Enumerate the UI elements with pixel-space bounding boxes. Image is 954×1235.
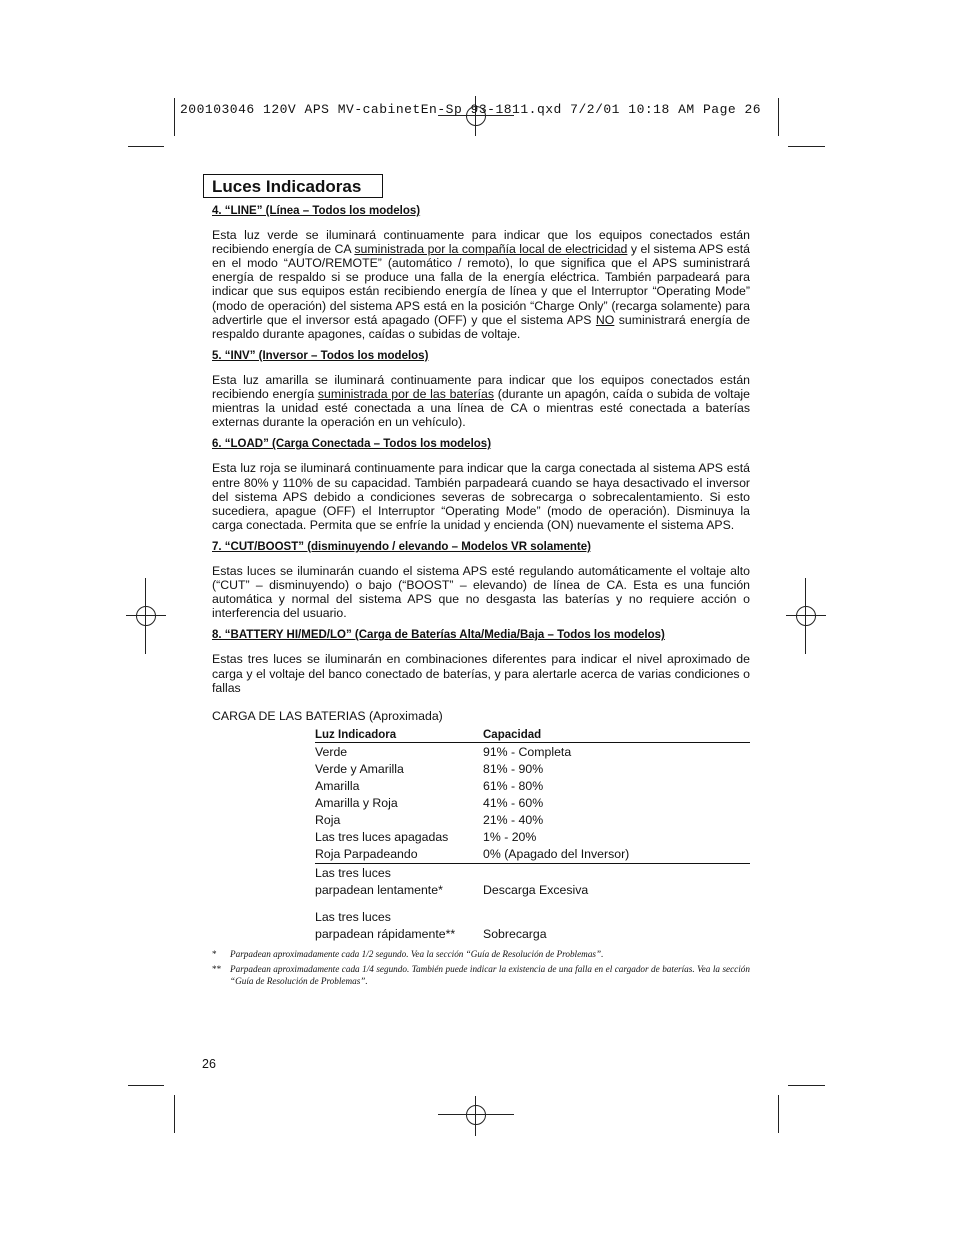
- paragraph-cut-boost: Estas luces se iluminarán cuando el sistema APS esté regulando automáticamente el voltaje alto (“CUT” – disminuyendo) o bajo (“BOOST” – elevando) de línea de CA. Esta es una función automática y normal del sistema APS que no desgasta las baterías y no requiere acción o interferencia del usuario.: [212, 563, 750, 621]
- table-row: Las tres luces parpadean rápidamente** Sobrecarga: [315, 909, 547, 941]
- table-header: Luz Indicadora: [315, 726, 483, 743]
- paragraph-line: Esta luz verde se iluminará continuamente para indicar que los equipos conectados están recibiendo energía de CA suministrada por la compañía local de electricidad y el sistema APS está en el modo “AUTO/REMOTE” (automático / remoto), lo que significa que el APS suministrará energía de respaldo si se produce una falla de la energía eléctrica. También parpadeará para indicar que sus equipos están recibiendo energía de línea y que el Interruptor “Operating Mode” (modo de operación) del sistema APS está en la posición “Charge Only” (recarga solamente) para advertirle que el inversor está apagado (OFF) y que el sistema APS NO suministrará energía de respaldo durante apagones, caídas o subidas de voltaje.: [212, 228, 750, 341]
- table-row: Las tres luces parpadean lentamente* Descarga Excesiva: [315, 865, 589, 897]
- section-title-box: [203, 174, 383, 198]
- registration-mark-bottom: [438, 1096, 514, 1136]
- section-title: Luces Indicadoras: [212, 177, 362, 196]
- crop-mark: [128, 1085, 164, 1086]
- print-slug: 200103046 120V APS MV-cabinetEn-Sp 93-1811.qxd 7/2/01 10:18 AM Page 26: [180, 102, 762, 117]
- paragraph-battery: Estas tres luces se iluminarán en combinaciones diferentes para indicar el nivel aproximado de carga y el voltaje del banco conectado de baterías, y para alertarle acerca de varias condiciones o fallas: [212, 652, 750, 695]
- heading-load: 6. “LOAD” (Carga Conectada – Todos los modelos): [212, 438, 492, 451]
- table-row: Las tres luces apagadas 1% - 20%: [315, 830, 537, 845]
- table-row: Roja 21% - 40%: [315, 813, 544, 828]
- paragraph-inv: Esta luz amarilla se iluminará continuamente para indicar que los equipos conectados están recibiendo energía suministrada por de las baterías (durante un apagón, caída o subida de voltaje mientras la unidad esté conectada a una línea de CA o mientras esté conectada a baterías externas durante la operación en un vehículo).: [212, 372, 751, 430]
- page-number: 26: [202, 1057, 216, 1071]
- footnote: * Parpadean aproximadamente cada 1/2 segundo. Vea la sección “Guía de Resolución de Problemas”.: [212, 948, 604, 959]
- heading-cut-boost: 7. “CUT/BOOST” (disminuyendo / elevando – Modelos VR solamente): [212, 540, 591, 553]
- heading-battery: 8. “BATTERY HI/MED/LO” (Carga de Baterías Alta/Media/Baja – Todos los modelos): [212, 629, 665, 642]
- crop-mark: [778, 1095, 779, 1133]
- crop-mark: [174, 98, 175, 136]
- table-row: Amarilla y Roja 41% - 60%: [315, 796, 544, 811]
- table-row: Amarilla 61% - 80%: [315, 779, 544, 794]
- footnote: ** Parpadean aproximadamente cada 1/4 segundo. También puede indicar la existencia de una falla en el cargador de baterías. Vea la sección “Guía de Resolución de Problemas”.: [212, 963, 750, 986]
- table-row: Roja Parpadeando 0% (Apagado del Inversor): [315, 845, 750, 863]
- table-row: Verde y Amarilla 81% - 90%: [315, 762, 544, 776]
- registration-mark-right: [786, 578, 826, 654]
- heading-line: 4. “LINE” (Línea – Todos los modelos): [212, 205, 421, 217]
- table-header: Capacidad: [483, 726, 750, 743]
- battery-table-extra: [315, 864, 750, 944]
- table-row: Verde 91% - Completa: [315, 744, 572, 759]
- battery-table: [315, 726, 750, 864]
- crop-mark: [128, 146, 164, 147]
- registration-mark-left: [126, 578, 166, 654]
- footnotes: [212, 948, 750, 987]
- main-content: [212, 204, 750, 990]
- battery-table-label: CARGA DE LAS BATERIAS (Aproximada): [212, 708, 443, 723]
- crop-mark: [788, 1085, 825, 1086]
- heading-inv: 5. “INV” (Inversor – Todos los modelos): [212, 349, 429, 362]
- crop-mark: [788, 146, 825, 147]
- paragraph-load: Esta luz roja se iluminará continuamente para indicar que la carga conectada al sistema APS está entre 80% y 110% de su capacidad. También parpadeará cuando se haya desactivado el inversor del sistema APS debido a condiciones severas de sobrecarga o sobrecalentamiento. Si esto sucediera, apague (OFF) el Interruptor “Operating Mode” (modo de operación). Disminuya la carga conectada. Permita que se enfríe la unidad y encienda (ON) nuevamente el sistema APS.: [212, 461, 750, 532]
- crop-mark: [174, 1095, 175, 1133]
